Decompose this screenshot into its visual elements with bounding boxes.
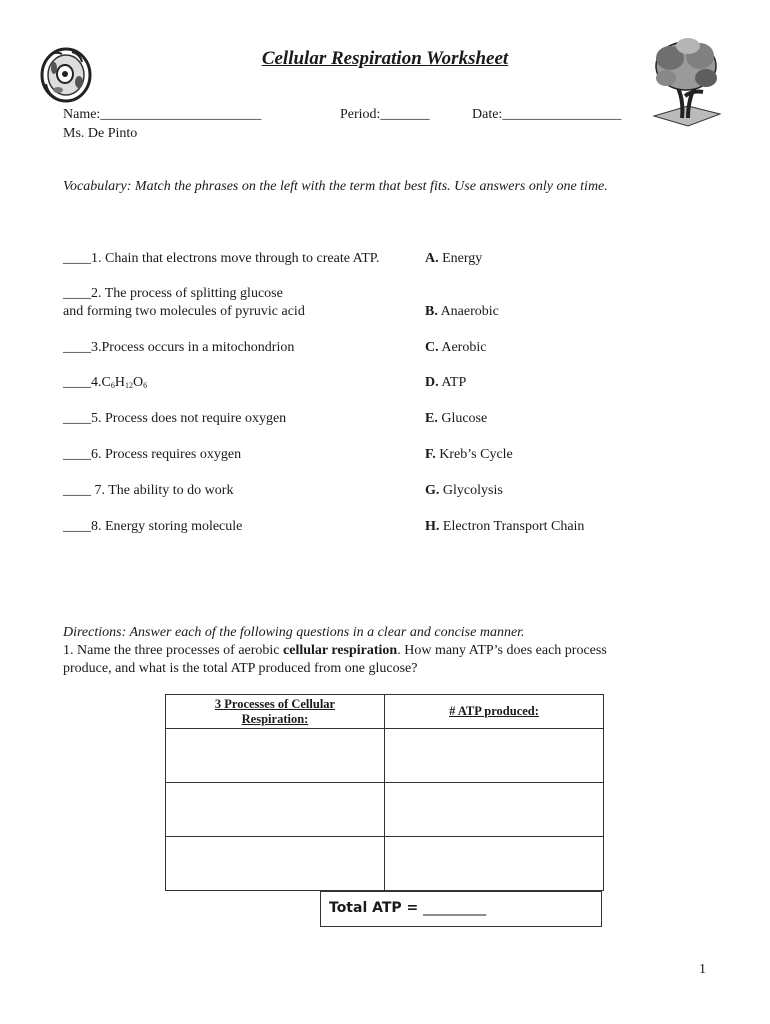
formula-h: H (114, 375, 125, 390)
answer-c (425, 340, 486, 356)
formula-o-sub: 6 (143, 381, 148, 390)
answer-h-letter: H. (425, 519, 440, 534)
col-header-processes (166, 695, 385, 729)
formula-h-sub: 12 (124, 381, 133, 390)
answer-d-letter: D. (425, 375, 439, 390)
atp-table (165, 694, 604, 891)
answer-e (425, 411, 487, 427)
date-field: Date:_________________ (472, 107, 622, 122)
table-cell[interactable] (385, 783, 604, 837)
period-field: Period:_______ (340, 107, 430, 122)
question-1-long (63, 643, 607, 659)
question-4-prefix: ____4. (63, 375, 102, 390)
total-atp-label: Total ATP = (329, 900, 424, 916)
answer-e-letter: E. (425, 411, 438, 426)
question-2: ____2. The process of splitting glucose (63, 286, 283, 301)
q1-post: . How many ATP’s does each process (397, 643, 607, 658)
table-cell[interactable] (166, 837, 385, 891)
question-2-cont: and forming two molecules of pyruvic acid (63, 304, 305, 319)
col-header-processes-l2: Respiration: (241, 711, 309, 726)
name-field: Name:_______________________ (63, 107, 262, 122)
formula-c: C (101, 375, 111, 390)
answer-d-term: ATP (438, 375, 467, 390)
answer-h (425, 519, 584, 535)
answer-f (425, 447, 513, 463)
table-cell[interactable] (385, 729, 604, 783)
question-7: ____ 7. The ability to do work (63, 483, 234, 498)
question-5: ____5. Process does not require oxygen (63, 411, 287, 426)
answer-g (425, 483, 503, 499)
answer-c-term: Aerobic (438, 340, 487, 355)
question-3: ____3.Process occurs in a mitochondrion (63, 340, 295, 355)
col-header-processes-l1: 3 Processes of Cellular (214, 696, 336, 711)
answer-c-letter: C. (425, 340, 439, 355)
total-atp-blank: _________ (423, 900, 487, 916)
teacher-name: Ms. De Pinto (63, 126, 138, 141)
question-1: ____1. Chain that electrons move through to create ATP. (63, 251, 380, 266)
col-header-atp: # ATP produced: (385, 695, 604, 729)
directions: Directions: Answer each of the following questions in a clear and concise manner. (63, 625, 525, 640)
total-atp-box[interactable] (320, 891, 602, 927)
formula-c-sub: 6 (110, 381, 115, 390)
answer-e-term: Glucose (437, 411, 488, 426)
answer-b (425, 304, 499, 320)
answer-a-term: Energy (438, 251, 483, 266)
q1-bold: cellular respiration (283, 643, 398, 658)
question-4 (63, 375, 147, 391)
table-cell[interactable] (166, 783, 385, 837)
question-6: ____6. Process requires oxygen (63, 447, 242, 462)
answer-g-letter: G. (425, 483, 440, 498)
vocab-instructions: Vocabulary: Match the phrases on the left with the term that best fits. Use answers only one time. (63, 179, 608, 194)
answer-a-letter: A. (425, 251, 439, 266)
answer-a (425, 251, 482, 267)
question-8: ____8. Energy storing molecule (63, 519, 243, 534)
worksheet-title: Cellular Respiration Worksheet (261, 48, 509, 69)
answer-d (425, 375, 466, 391)
answer-f-letter: F. (425, 447, 436, 462)
table-cell[interactable] (385, 837, 604, 891)
answer-f-term: Kreb’s Cycle (435, 447, 513, 462)
formula-o: O (132, 375, 144, 390)
answer-g-term: Glycolysis (439, 483, 503, 498)
page-number: 1 (699, 962, 706, 977)
q1-pre: 1. Name the three processes of aerobic (63, 643, 284, 658)
answer-b-letter: B. (425, 304, 438, 319)
table-cell[interactable] (166, 729, 385, 783)
answer-b-term: Anaerobic (437, 304, 499, 319)
question-1-line2: produce, and what is the total ATP produced from one glucose? (63, 661, 418, 676)
answer-h-term: Electron Transport Chain (439, 519, 585, 534)
